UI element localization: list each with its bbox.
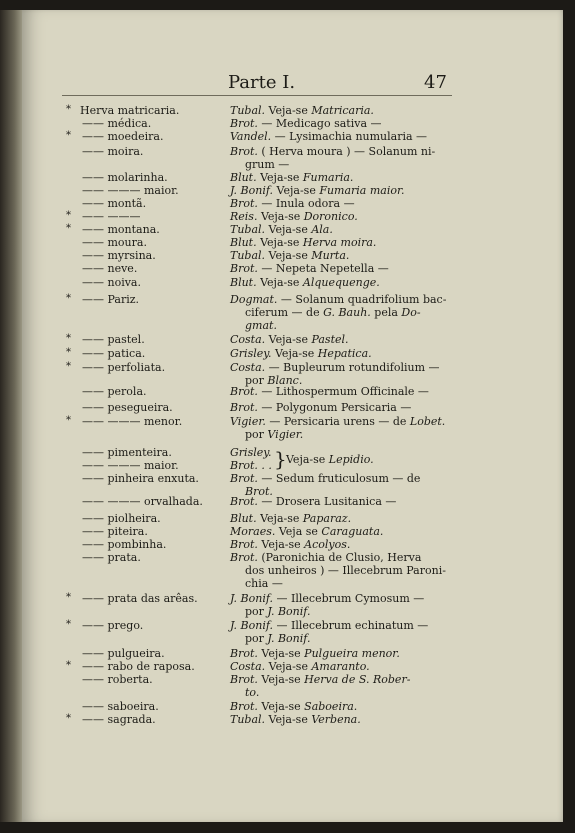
entry-reference-line [230, 713, 361, 726]
reference-italic: Tubal. [230, 223, 266, 236]
reference-text: Veja-se [256, 512, 303, 525]
reference-italic: Blut. [230, 236, 257, 249]
reference-italic: Brot. [230, 538, 258, 551]
brace-result: Veja-se Lepidio. [286, 453, 374, 466]
entry-term: —— perfoliata. [82, 361, 166, 374]
reference-text: — Illecebrum Cymosum — [273, 592, 425, 605]
entry-term: —— médica. [82, 117, 152, 130]
entry-term: —— rabo de raposa. [82, 660, 195, 673]
reference-italic: Costa. [230, 333, 266, 346]
reference-italic: Fumaria. [302, 171, 354, 184]
page-number: 47 [424, 72, 447, 93]
reference-text: — Inula odora — [257, 197, 355, 210]
reference-text: ( Herva moura ) — Solanum ni- [257, 145, 436, 158]
reference-italic: Matricaria. [311, 104, 374, 117]
entry-term: —— molarinha. [82, 171, 168, 184]
reference-italic: Brot. [230, 647, 258, 660]
reference-text: por [245, 605, 268, 618]
asterisk-mark: * [66, 415, 71, 426]
reference-italic: J. Bonif. [267, 632, 311, 645]
entry-term: —— pulgueira. [82, 647, 165, 660]
reference-text: — Lysimachia numularia — [271, 130, 428, 143]
entry-reference-line [245, 632, 310, 645]
entry-reference-line [230, 619, 428, 632]
asterisk-mark: * [66, 347, 71, 358]
reference-italic: Brot. [230, 673, 258, 686]
reference-text: — Bupleurum rotundifolium — [265, 361, 440, 374]
entry-reference-line [230, 495, 396, 508]
entry-term: —— sagrada. [82, 713, 156, 726]
entry-term: —— pinheira enxuta. [82, 472, 199, 485]
reference-text: — Lithospermum Officinale — [257, 385, 429, 398]
reference-italic: Brot. [230, 700, 258, 713]
asterisk-mark: * [66, 619, 71, 630]
reference-italic: Caraguata. [321, 525, 384, 538]
entry-reference-line [245, 605, 310, 618]
reference-italic: Brot. [230, 385, 258, 398]
reference-italic: Doronico. [303, 210, 358, 223]
reference-italic: Lobet. [409, 415, 446, 428]
entry-reference-line [230, 130, 427, 143]
entry-term: —— neve. [82, 262, 138, 275]
asterisk-mark: * [66, 130, 71, 141]
reference-text: Veja-se [273, 184, 320, 197]
reference-italic: J. Bonif. [267, 605, 311, 618]
brace-icon: } [274, 447, 287, 471]
reference-italic: Vigier. [267, 428, 304, 441]
reference-italic: Alquequenge. [302, 276, 380, 289]
entry-reference-line [245, 564, 446, 577]
reference-text: ciferum — de [245, 306, 324, 319]
reference-italic: Verbena. [311, 713, 361, 726]
asterisk-mark: * [66, 361, 71, 372]
reference-text: Veja-se [265, 249, 312, 262]
reference-italic: J. Bonif. [230, 619, 274, 632]
brace-source-1: Grisley. [230, 446, 272, 459]
reference-italic: Herva moira. [302, 236, 377, 249]
reference-text: por [245, 374, 268, 387]
reference-italic: Amaranto. [311, 660, 370, 673]
reference-italic: Blut. [230, 512, 257, 525]
reference-text: Veja-se [256, 276, 303, 289]
reference-text: Veja-se [257, 647, 305, 660]
entry-term: —— ——— orvalhada. [82, 495, 203, 508]
reference-italic: Acolyos. [304, 538, 351, 551]
entry-term: —— pastel. [82, 333, 145, 346]
entry-term: —— moira. [82, 145, 144, 158]
asterisk-mark: * [66, 104, 71, 115]
reference-italic: Paparaz. [302, 512, 352, 525]
reference-text: Veja-se [265, 713, 312, 726]
entry-term: —— ——— maior. [82, 184, 179, 197]
entry-reference-line [230, 197, 355, 210]
reference-italic: Fumaria maior. [319, 184, 405, 197]
reference-text: por [245, 428, 268, 441]
entry-reference-line [245, 158, 289, 171]
entry-term: —— pesegueira. [82, 401, 173, 414]
entry-reference-line [230, 276, 380, 289]
entry-term: —— roberta. [82, 673, 153, 686]
reference-italic: Brot. [230, 145, 258, 158]
entry-reference-line [230, 236, 376, 249]
reference-italic: Pulgueira menor. [304, 647, 400, 660]
reference-text: Veja-se [257, 210, 304, 223]
reference-italic: Brot. [245, 485, 273, 498]
reference-text: — Nepeta Nepetella — [257, 262, 389, 275]
reference-text: Veja-se [265, 223, 312, 236]
entry-reference-line [230, 333, 349, 346]
entry-reference-line [245, 428, 303, 441]
reference-italic: Moraes. [230, 525, 276, 538]
reference-italic: Blut. [230, 276, 257, 289]
entry-reference-line [230, 104, 374, 117]
reference-italic: Costa. [230, 660, 266, 673]
reference-italic: J. Bonif. [230, 184, 274, 197]
asterisk-mark: * [66, 713, 71, 724]
entry-term: —— ——— maior. [82, 459, 179, 472]
entry-reference-line [230, 551, 421, 564]
page-title: Parte I. [228, 72, 296, 93]
reference-italic: Hepatica. [317, 347, 372, 360]
entry-term: —— pimenteira. [82, 446, 172, 459]
reference-text: — Sedum fruticulosum — de [257, 472, 421, 485]
reference-text: Veja se [275, 525, 322, 538]
reference-text: Veja-se [256, 171, 303, 184]
reference-italic: Murta. [311, 249, 350, 262]
entry-reference-line [230, 262, 389, 275]
asterisk-mark: * [66, 592, 71, 603]
page-header [0, 72, 575, 94]
entry-reference-line [230, 171, 353, 184]
entry-term: —— prego. [82, 619, 144, 632]
reference-italic: Vigier. [230, 415, 266, 428]
reference-italic: Reis. [230, 210, 258, 223]
reference-italic: Pastel. [311, 333, 349, 346]
entry-reference-line [230, 385, 429, 398]
reference-italic: Costa. [230, 361, 266, 374]
entry-term: —— montana. [82, 223, 160, 236]
entry-reference-line [245, 306, 421, 319]
reference-text: Veja-se [257, 700, 305, 713]
entry-term: Herva matricaria. [80, 104, 180, 117]
reference-italic: Brot. [230, 262, 258, 275]
entry-reference-line [230, 700, 357, 713]
reference-text: por [245, 632, 268, 645]
entry-reference-line [230, 512, 351, 525]
reference-italic: J. Bonif. [230, 592, 274, 605]
entry-term: —— pombinha. [82, 538, 167, 551]
entry-term: —— noiva. [82, 276, 141, 289]
entry-reference-line [230, 673, 410, 686]
entry-reference-line [230, 184, 405, 197]
header-rule [62, 95, 452, 96]
entry-reference-line [230, 145, 435, 158]
entry-reference-line [230, 210, 358, 223]
reference-text: chia — [245, 577, 283, 590]
entry-reference-line [245, 319, 277, 332]
reference-text: Veja-se [257, 673, 305, 686]
book-spine-shadow [0, 10, 24, 822]
reference-italic: Brot. [230, 495, 258, 508]
reference-text: Veja-se [271, 347, 318, 360]
entry-reference-line [230, 347, 372, 360]
entry-reference-line [230, 660, 370, 673]
entry-term: —— montã. [82, 197, 147, 210]
entry-reference-line [230, 525, 383, 538]
reference-text: dos unheiros ) — Illecebrum Paroni- [245, 564, 446, 577]
reference-text: — Polygonum Persicaria — [257, 401, 412, 414]
reference-italic: Herva de S. Rober- [304, 673, 411, 686]
entry-term: —— piteira. [82, 525, 148, 538]
reference-italic: Dogmat. [230, 293, 278, 306]
entry-term: —— piolheira. [82, 512, 161, 525]
reference-italic: Ala. [311, 223, 333, 236]
reference-italic: Tubal. [230, 249, 266, 262]
entry-term: —— saboeira. [82, 700, 159, 713]
reference-italic: Brot. [230, 197, 258, 210]
asterisk-mark: * [66, 293, 71, 304]
reference-text: Veja-se [265, 660, 312, 673]
entry-reference-line [230, 293, 446, 306]
reference-italic: Do- [401, 306, 421, 319]
entry-reference-line [245, 686, 259, 699]
entry-term: —— ——— [82, 210, 141, 223]
entry-term: —— prata. [82, 551, 141, 564]
reference-italic: Brot. [230, 117, 258, 130]
reference-text: Veja-se [265, 104, 312, 117]
asterisk-mark: * [66, 660, 71, 671]
entry-reference-line [230, 538, 350, 551]
reference-italic: G. Bauh. [323, 306, 371, 319]
reference-text: Veja-se [265, 333, 312, 346]
reference-italic: Vandel. [230, 130, 272, 143]
entry-term: —— ——— menor. [82, 415, 183, 428]
reference-text: — Medicago sativa — [257, 117, 382, 130]
reference-italic: Saboeira. [304, 700, 358, 713]
entry-reference-line [230, 401, 411, 414]
reference-italic: Brot. [230, 551, 258, 564]
reference-italic: to. [245, 686, 260, 699]
entry-term: —— moura. [82, 236, 147, 249]
asterisk-mark: * [66, 210, 71, 221]
reference-text: Veja-se [256, 236, 303, 249]
reference-italic: Brot. [230, 401, 258, 414]
reference-text: pela [370, 306, 402, 319]
asterisk-mark: * [66, 223, 71, 234]
reference-text: — Persicaria urens — de [265, 415, 410, 428]
entry-reference-line [230, 415, 445, 428]
entry-term: —— prata das arêas. [82, 592, 198, 605]
entry-term: —— Pariz. [82, 293, 140, 306]
reference-italic: Grisley. [230, 347, 272, 360]
entry-reference-line [230, 223, 333, 236]
reference-italic: Tubal. [230, 104, 266, 117]
reference-italic: gmat. [245, 319, 277, 332]
entry-reference-line [230, 361, 440, 374]
reference-text: (Paronichia de Clusio, Herva [257, 551, 422, 564]
reference-text: — Solanum quadrifolium bac- [277, 293, 447, 306]
reference-text: Veja-se [257, 538, 305, 551]
entry-reference-line [230, 117, 382, 130]
reference-italic: Blanc. [267, 374, 303, 387]
reference-italic: Tubal. [230, 713, 266, 726]
entry-term: —— patica. [82, 347, 146, 360]
entry-term: —— perola. [82, 385, 147, 398]
reference-text: grum — [245, 158, 290, 171]
reference-italic: Brot. [230, 472, 258, 485]
entry-term: —— myrsina. [82, 249, 156, 262]
entry-reference-line [230, 647, 400, 660]
asterisk-mark: * [66, 333, 71, 344]
reference-italic: Blut. [230, 171, 257, 184]
entry-reference-line [230, 249, 349, 262]
entry-reference-line [245, 577, 283, 590]
reference-text: — Illecebrum echinatum — [273, 619, 429, 632]
brace-source-2: Brot. . . [230, 459, 272, 472]
entry-reference-line [230, 472, 420, 485]
entry-term: —— moedeira. [82, 130, 164, 143]
entry-reference-line [230, 592, 424, 605]
reference-text: — Drosera Lusitanica — [257, 495, 397, 508]
